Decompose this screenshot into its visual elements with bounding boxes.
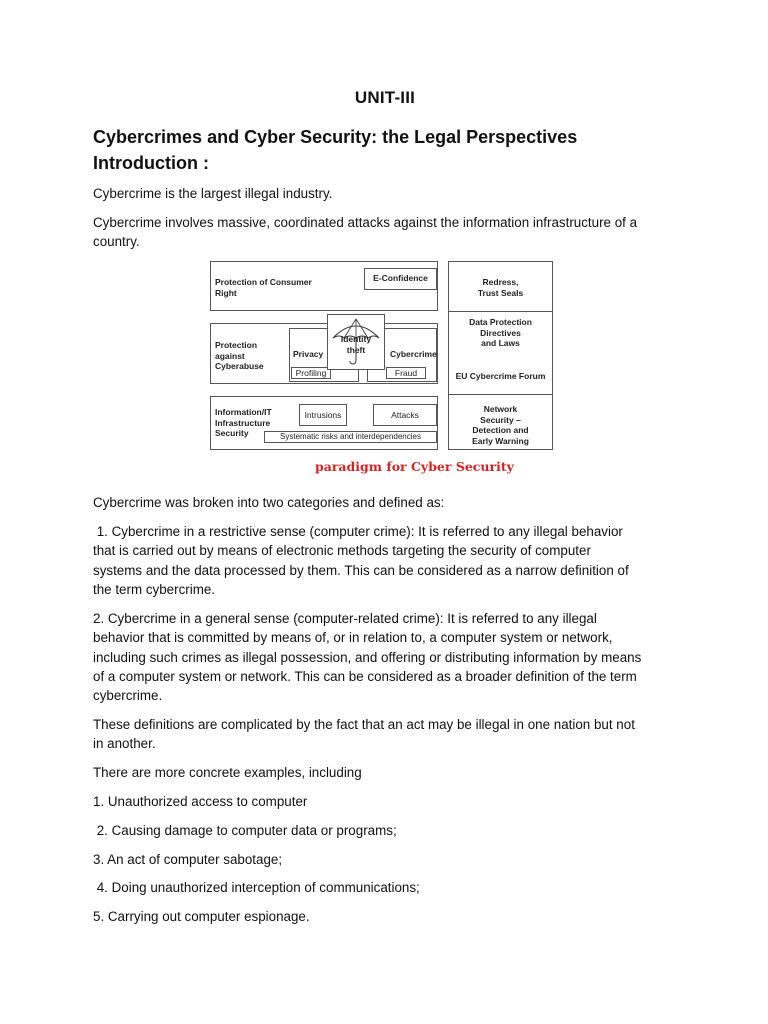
category-1-paragraph (93, 522, 683, 599)
label-line: Identity (340, 334, 372, 344)
cyber-security-paradigm-diagram (210, 261, 553, 451)
label-line: Information/IT (215, 407, 272, 417)
cybercrime-label: Cybercrime (390, 349, 437, 359)
label-line: Security (215, 428, 249, 438)
label-line: Directives (480, 327, 521, 338)
label-line: Security – (480, 414, 521, 425)
label-line: Protection (215, 340, 258, 350)
example-item-1: 1. Unauthorized access to computer (93, 794, 308, 809)
fraud-label: Fraud (394, 368, 418, 378)
divider (448, 394, 553, 395)
label-line: Early Warning (472, 435, 529, 446)
label-line: Data Protection (469, 317, 532, 327)
text-line: Cybercrime involves massive, coordinated attacks against the information infrastructure of a (93, 215, 638, 230)
label-line: against (215, 350, 245, 361)
text-line: 2. Cybercrime in a general sense (computer-related crime): It is referred to any illegal (93, 611, 597, 626)
eu-forum-label: EU Cybercrime Forum (455, 371, 546, 381)
example-item-2: 2. Causing damage to computer data or programs; (93, 823, 397, 838)
example-item-5: 5. Carrying out computer espionage. (93, 909, 310, 924)
text-line: of a computer system or network. This can be considered as a broader definition of the term (93, 668, 637, 684)
label-line: Right (215, 287, 237, 298)
label-line: Network (483, 404, 518, 414)
examples-intro: There are more concrete examples, including (93, 765, 362, 780)
data-protection-label (448, 317, 553, 349)
label-line: and Laws (481, 338, 520, 348)
cyberabuse-label (215, 340, 264, 372)
label-line: Detection and (472, 425, 529, 435)
example-item-4: 4. Doing unauthorized interception of communications; (93, 880, 420, 895)
profiling-label: Profiling (295, 368, 327, 378)
complication-paragraph (93, 715, 683, 754)
e-confidence-label: E-Confidence (373, 273, 428, 283)
example-item-3: 3. An act of computer sabotage; (93, 852, 283, 867)
diagram-caption: paradigm for Cyber Security (315, 459, 514, 474)
text-line: in another. (93, 736, 156, 752)
heading-line-1: Cybercrimes and Cyber Security: the Legal Perspectives (93, 127, 578, 147)
label-line: Redress, (482, 277, 519, 287)
intro-paragraph-1: Cybercrime is the largest illegal industry. (93, 186, 333, 201)
page-heading (93, 124, 577, 176)
intro-paragraph-2 (93, 213, 683, 252)
redress-label (448, 277, 553, 298)
text-line: These definitions are complicated by the fact that an act may be illegal in one nation but not (93, 717, 635, 732)
attacks-label: Attacks (391, 410, 419, 420)
text-line: country. (93, 234, 140, 250)
label-line: Cyberabuse (215, 361, 264, 371)
text-line: behavior that is committed by means of, or in relation to, a computer system or network, (93, 630, 613, 646)
text-line: 1. Cybercrime in a restrictive sense (computer crime): It is referred to any illegal behavior (93, 524, 623, 539)
label-line: Trust Seals (477, 287, 524, 298)
heading-line-2: Introduction : (93, 153, 209, 173)
consumer-rights-label (215, 277, 312, 298)
text-line: that is carried out by means of electronic methods targeting the security of computer (93, 543, 591, 559)
text-line: including such crimes as illegal possession, and offering or distributing information by means (93, 649, 642, 665)
category-2-paragraph (93, 609, 683, 705)
network-security-label (448, 404, 553, 446)
intrusions-label: Intrusions (304, 410, 342, 420)
unit-title: UNIT-III (354, 88, 416, 107)
text-line: systems and the data processed by them. This can be considered as a narrow definition of (93, 562, 629, 578)
label-line: Infrastructure (215, 417, 271, 428)
divider (448, 311, 553, 312)
categories-intro: Cybercrime was broken into two categories and defined as: (93, 495, 445, 510)
privacy-label: Privacy (293, 349, 324, 359)
identity-theft-label (327, 334, 385, 355)
label-line: theft (346, 344, 366, 355)
label-line: Protection of Consumer (215, 277, 312, 287)
systematic-risks-label: Systematic risks and interdependencies (280, 432, 421, 441)
text-line: cybercrime. (93, 688, 163, 704)
text-line: the term cybercrime. (93, 581, 216, 597)
